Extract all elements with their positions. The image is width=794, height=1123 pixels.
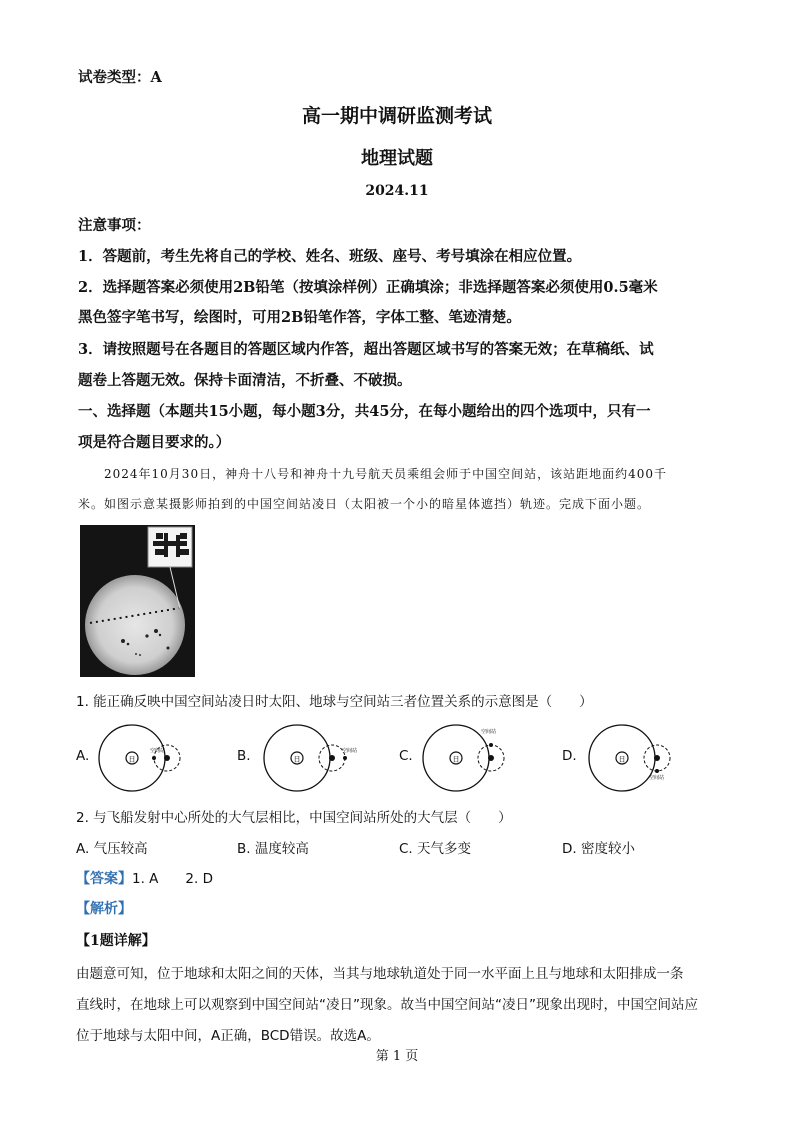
station-label: 空间站 [481, 729, 497, 735]
subject-title: 地理试题 [361, 148, 433, 169]
sun-label: 日 [618, 755, 626, 764]
analysis-tag: 【解析】 [76, 901, 132, 917]
notice-item: 1．答题前，考生先将自己的学校、姓名、班级、座号、考号填涂在相应位置。 [78, 248, 582, 265]
passage-text: 米。如图示意某摄影师拍到的中国空间站凌日（太阳被一个小的暗星体遮挡）轨迹。完成下面小题。 [78, 497, 651, 511]
notice-item: 题卷上答题无效。保持卡面清洁，不折叠、不破损。 [78, 372, 412, 389]
q1-stem: 1. 能正确反映中国空间站凌日时太阳、地球与空间站三者位置关系的示意图是（ ） [76, 694, 593, 710]
notice-heading: 注意事项： [78, 217, 151, 234]
q1-option-b-letter: B. [237, 748, 251, 764]
earth-point [654, 755, 660, 761]
paper-type: 试卷类型：A [78, 69, 162, 86]
exam-title: 高一期中调研监测考试 [301, 105, 492, 127]
q1-option-a-diagram [97, 722, 193, 794]
passage-text: 2024年10月30日，神舟十八号和神舟十九号航天员乘组会师于中国空间站，该站距地面约400千 [104, 467, 667, 481]
station-point [152, 756, 156, 760]
q1-option-d-diagram [587, 722, 683, 794]
detail-heading: 【1题详解】 [76, 933, 156, 949]
q2-option-b: B. 温度较高 [237, 841, 309, 857]
analysis-text: 位于地球与太阳中间，A正确，BCD错误。故选A。 [76, 1028, 380, 1044]
q2-option-d: D. 密度较小 [562, 841, 635, 857]
transit-photo [80, 525, 195, 677]
station-label: 空间站 [342, 748, 358, 754]
q1-option-d-letter: D. [562, 748, 577, 764]
station-label: 空间站 [649, 775, 665, 781]
sun-label: 日 [128, 755, 136, 764]
q1-option-a-letter: A. [76, 748, 90, 764]
answer-tag: 【答案】 [76, 871, 132, 887]
q1-option-c-diagram [421, 722, 517, 794]
station-point [489, 743, 493, 747]
notice-item: 3．请按照题号在各题目的答题区域内作答，超出答题区域书写的答案无效；在草稿纸、试 [78, 341, 654, 358]
section-heading: 一、选择题（本题共15小题，每小题3分，共45分，在每小题给出的四个选项中，只有一 [78, 403, 651, 420]
analysis-text: 由题意可知，位于地球和太阳之间的天体，当其与地球轨道处于同一水平面上且与地球和太阳排成一条 [76, 966, 684, 982]
station-point [655, 769, 659, 773]
page-number: 第 1 页 [375, 1049, 419, 1064]
q2-option-a: A. 气压较高 [76, 841, 148, 857]
section-heading-cont: 项是符合题目要求的。） [78, 434, 231, 451]
q1-option-b-diagram [262, 722, 358, 794]
answer-text: 1. A 2. D [132, 871, 213, 887]
q2-option-c: C. 天气多变 [399, 841, 472, 857]
notice-item: 2．选择题答案必须使用2B铅笔（按填涂样例）正确填涂；非选择题答案必须使用0.5毫米 [78, 279, 658, 296]
earth-point [329, 755, 335, 761]
sun-label: 日 [293, 755, 301, 764]
earth-point [488, 755, 494, 761]
transit-photo-graphic [80, 525, 195, 677]
station-label: 空间站 [150, 748, 166, 754]
q2-stem: 2. 与飞船发射中心所处的大气层相比，中国空间站所处的大气层（ ） [76, 810, 512, 826]
q1-option-c-letter: C. [399, 748, 413, 764]
exam-date: 2024.11 [365, 183, 429, 199]
earth-point [164, 755, 170, 761]
answer-line [76, 867, 213, 888]
analysis-text: 直线时，在地球上可以观察到中国空间站“凌日”现象。故当中国空间站“凌日”现象出现时，中国空间站应 [76, 997, 698, 1013]
station-point [343, 756, 347, 760]
notice-item: 黑色签字笔书写，绘图时，可用2B铅笔作答，字体工整、笔迹清楚。 [78, 309, 521, 326]
sun-label: 日 [452, 755, 460, 764]
